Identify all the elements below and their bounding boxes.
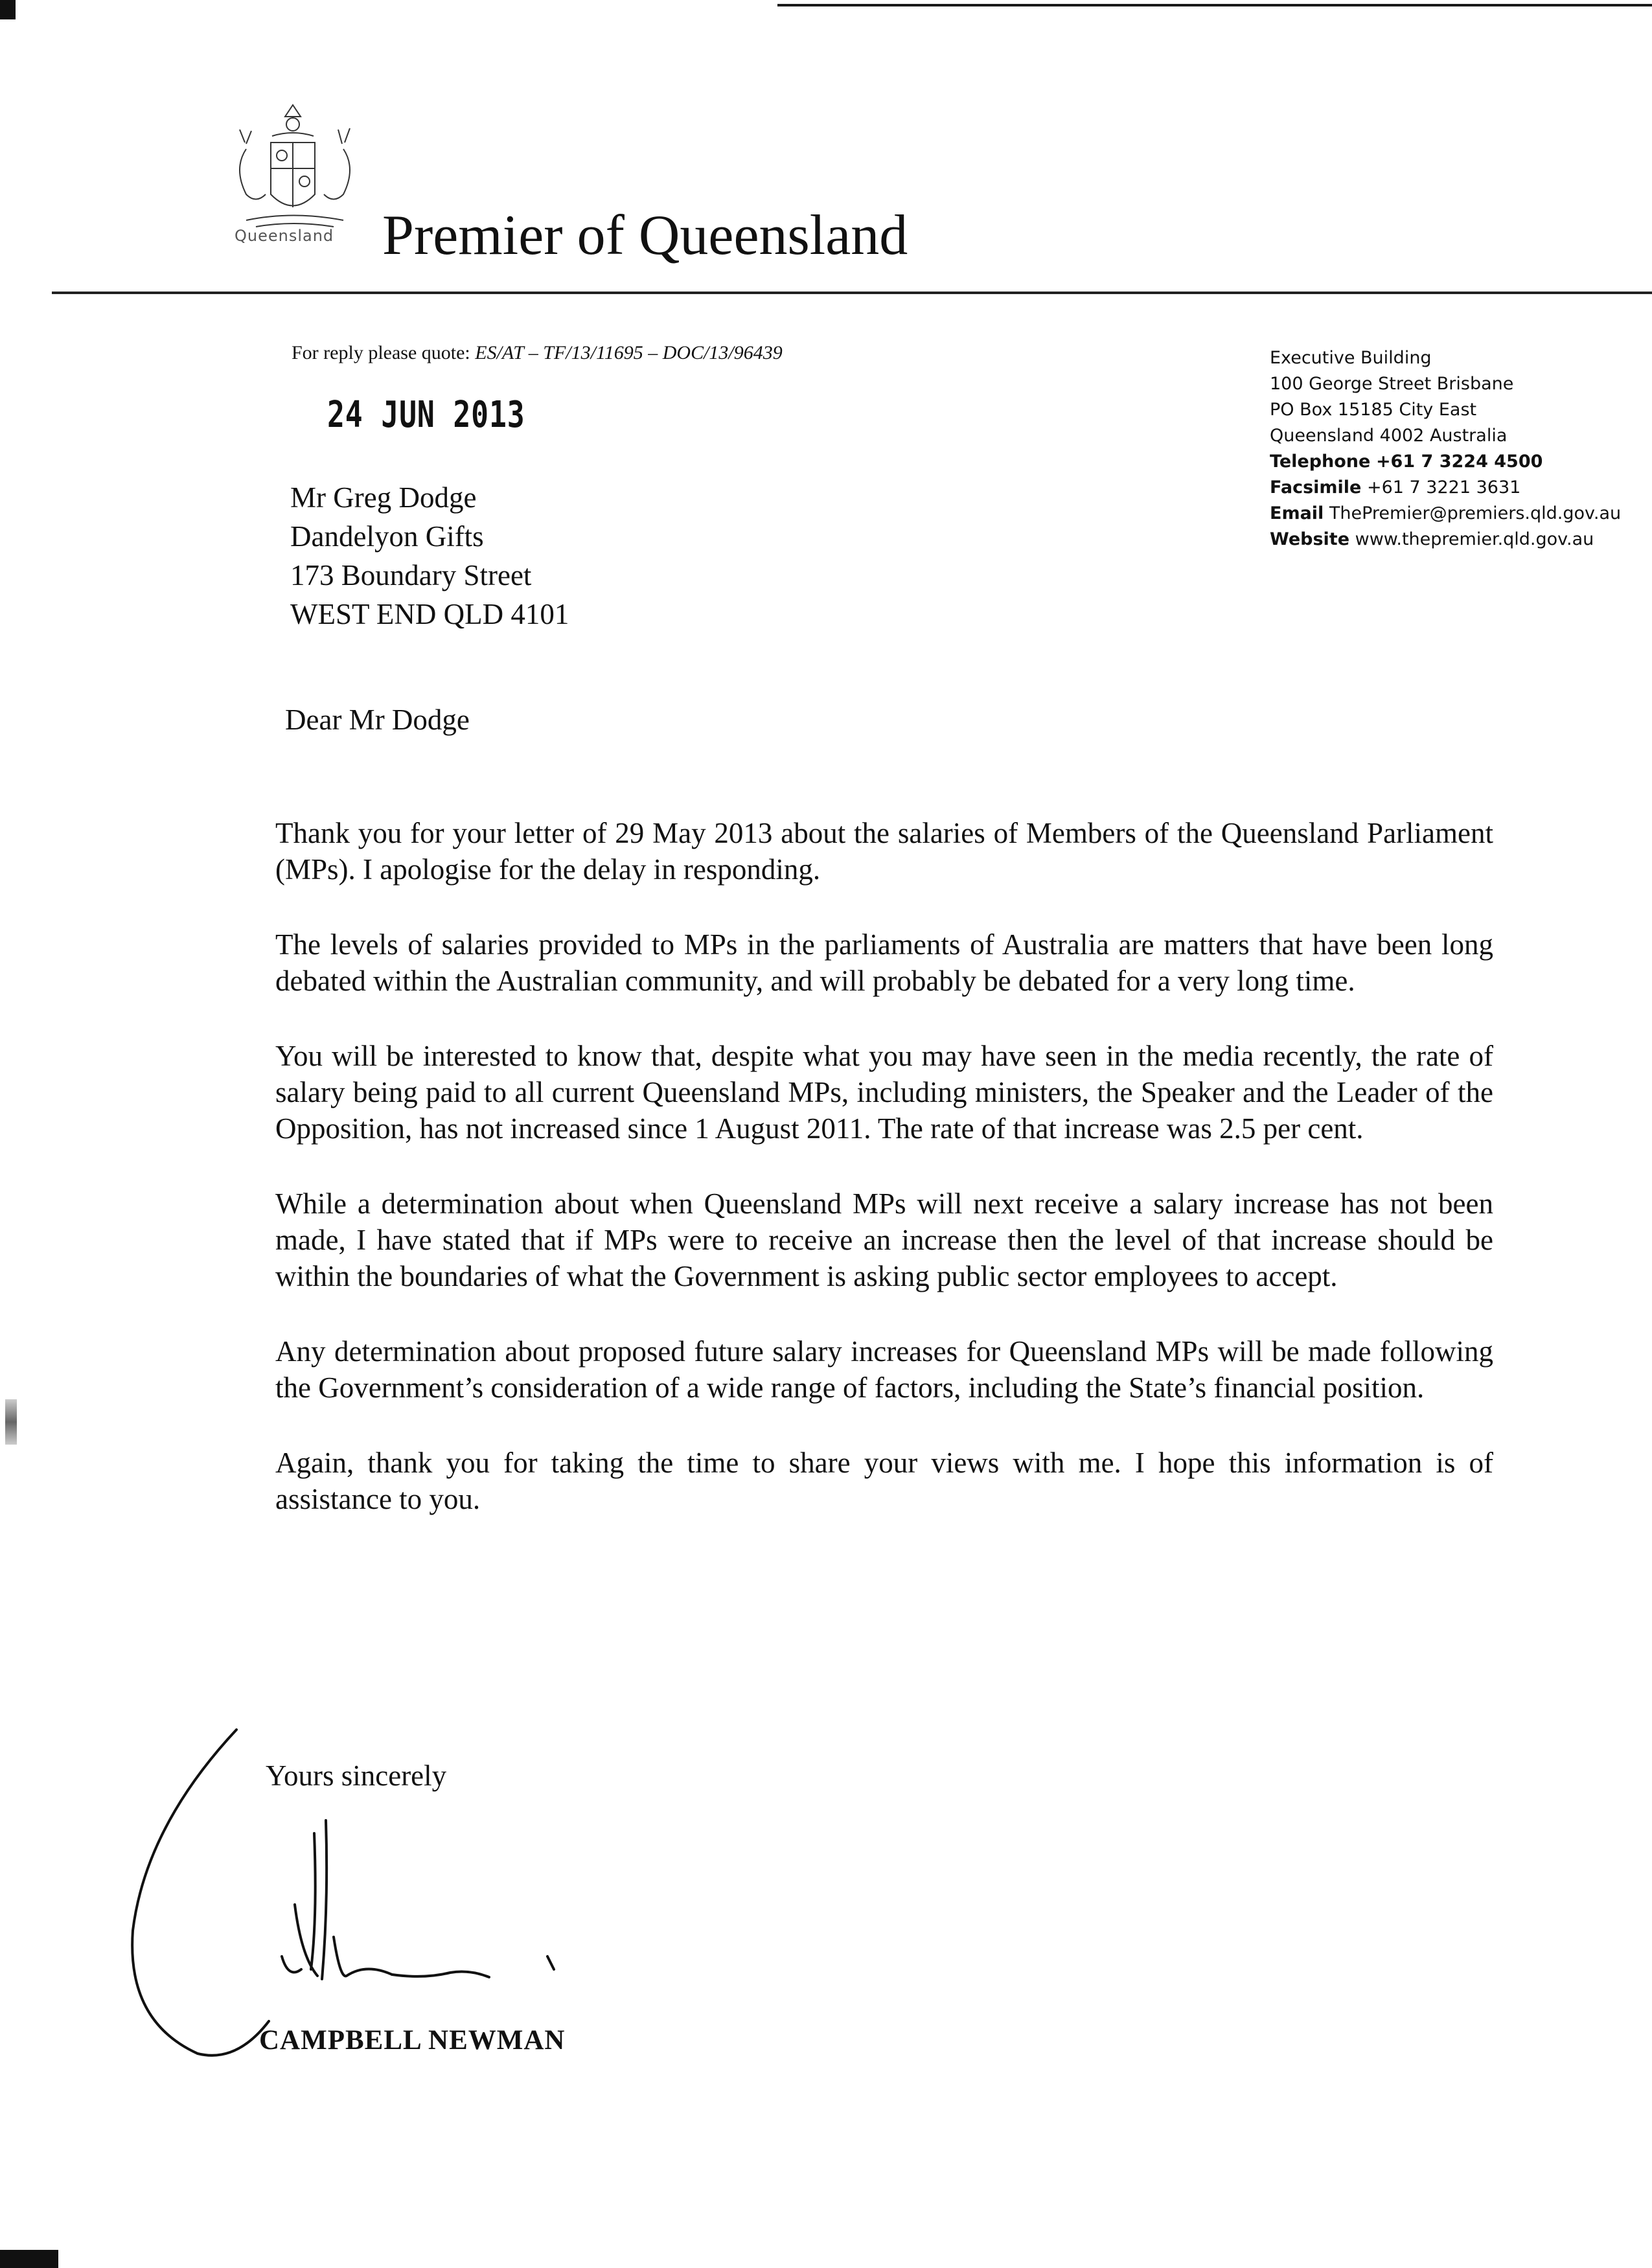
recipient-address bbox=[290, 478, 569, 634]
contact-building: Executive Building bbox=[1270, 348, 1432, 368]
page-title: Premier of Queensland bbox=[382, 204, 908, 267]
salutation: Dear Mr Dodge bbox=[285, 704, 470, 736]
facsimile-value: +61 7 3221 3631 bbox=[1366, 477, 1521, 498]
letter-body bbox=[275, 815, 1493, 1556]
website-value: www.thepremier.qld.gov.au bbox=[1355, 529, 1594, 549]
contact-block bbox=[1270, 345, 1621, 553]
signature-image bbox=[120, 1723, 638, 2060]
contact-email bbox=[1270, 501, 1621, 527]
recipient-company: Dandelyon Gifts bbox=[290, 520, 484, 553]
website-label: Website bbox=[1270, 529, 1350, 549]
reference-line bbox=[292, 342, 783, 364]
recipient-city: WEST END QLD 4101 bbox=[290, 598, 569, 630]
email-label: Email bbox=[1270, 503, 1324, 523]
body-paragraph: Any determination about proposed future salary increases for Queensland MPs will be made following the Government’s consideration of a wide range of factors, including the State’s financial position. bbox=[275, 1335, 1493, 1404]
body-paragraph: Thank you for your letter of 29 May 2013 about the salaries of Members of the Queensland Parliament (MPs). I apologise for the delay in responding. bbox=[275, 817, 1493, 886]
crest-label: Queensland bbox=[235, 227, 334, 245]
body-paragraph: You will be interested to know that, despite what you may have seen in the media recently, the rate of salary being paid to all current Queensland MPs, including ministers, the Speaker and the Leader of the Opposition, has not increased since 1 August 2011. The rate of that increase was 2.5 per cent. bbox=[275, 1040, 1493, 1145]
date-stamp: 24 JUN 2013 bbox=[327, 394, 525, 436]
contact-telephone bbox=[1270, 449, 1621, 475]
reference-prefix: For reply please quote: bbox=[292, 342, 470, 363]
body-paragraph: Again, thank you for taking the time to share your views with me. I hope this information is of assistance to you. bbox=[275, 1447, 1493, 1515]
contact-po-box: PO Box 15185 City East bbox=[1270, 400, 1477, 420]
contact-website bbox=[1270, 527, 1621, 553]
telephone-value: +61 7 3224 4500 bbox=[1375, 452, 1543, 472]
scan-bottom-mark bbox=[0, 2250, 58, 2268]
recipient-name: Mr Greg Dodge bbox=[290, 481, 477, 514]
email-value: ThePremier@premiers.qld.gov.au bbox=[1329, 503, 1622, 523]
body-paragraph: The levels of salaries provided to MPs in the parliaments of Australia are matters that have been long debated within the Australian community, and will probably be debated for a very long time. bbox=[275, 928, 1493, 997]
telephone-label: Telephone bbox=[1270, 452, 1371, 472]
facsimile-label: Facsimile bbox=[1270, 477, 1362, 498]
contact-state: Queensland 4002 Australia bbox=[1270, 426, 1508, 446]
recipient-street: 173 Boundary Street bbox=[290, 559, 532, 591]
contact-facsimile bbox=[1270, 475, 1621, 501]
scan-left-mark bbox=[5, 1399, 17, 1445]
scan-top-edge bbox=[777, 4, 1652, 6]
closing: Yours sincerely bbox=[266, 1759, 447, 1792]
header-divider bbox=[52, 292, 1652, 294]
reference-code: ES/AT – TF/13/11695 – DOC/13/96439 bbox=[475, 342, 783, 363]
contact-street: 100 George Street Brisbane bbox=[1270, 374, 1514, 394]
scan-corner-mark bbox=[0, 0, 16, 19]
signatory-name: CAMPBELL NEWMAN bbox=[259, 2025, 566, 2056]
body-paragraph: While a determination about when Queensland MPs will next receive a salary increase has not been made, I have stated that if MPs were to receive an increase then the level of that increase should be within the boundaries of what the Government is asking public sector employees to accept. bbox=[275, 1187, 1493, 1292]
